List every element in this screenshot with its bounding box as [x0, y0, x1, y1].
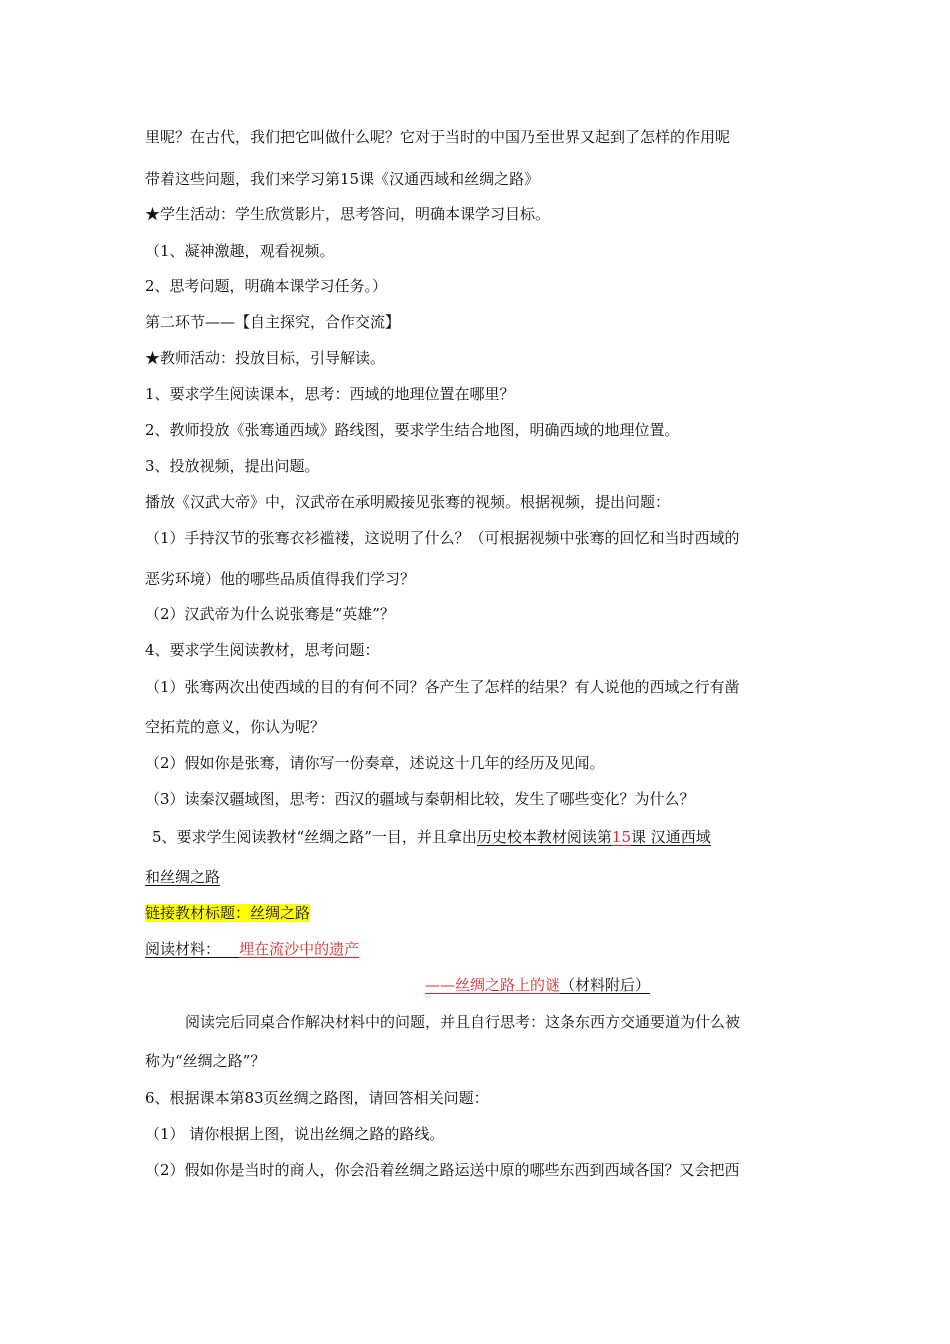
question-item: （2）假如你是当时的商人，你会沿着丝绸之路运送中原的哪些东西到西域各国？又会把西	[145, 1161, 740, 1179]
material-note: （材料附后）	[560, 976, 651, 994]
lesson-title-link-continued[interactable]: 和丝绸之路	[145, 868, 221, 886]
paragraph-line: 里呢？在古代，我们把它叫做什么呢？它对于当时的中国乃至世界又起到了怎样的作用呢	[145, 128, 731, 146]
paragraph-line: 阅读完后同桌合作解决材料中的问题，并且自行思考：这条东西方交通要道为什么被	[185, 1013, 741, 1031]
reading-material-subtitle-link[interactable]: ——丝绸之路上的谜	[425, 976, 561, 994]
reading-material-label: 阅读材料：	[145, 940, 221, 958]
paragraph-line: 空拓荒的意义，你认为呢？	[145, 718, 326, 736]
highlighted-link-title[interactable]: 链接教材标题：丝绸之路	[145, 904, 311, 922]
school-textbook-link[interactable]: 历史校本教材阅读第	[476, 828, 612, 846]
reading-material-line	[145, 938, 810, 960]
list-item: 2、思考问题，明确本课学习任务。）	[145, 277, 388, 295]
question-item: （2）假如你是张骞，请你写一份奏章，述说这十几年的经历及见闻。	[145, 754, 605, 772]
question-item: （3）读秦汉疆域图，思考：西汉的疆域与秦朝相比较，发生了哪些变化？为什么？	[145, 790, 695, 808]
lesson-number-link[interactable]: 15	[611, 828, 631, 846]
list-item: 1、要求学生阅读课本，思考：西域的地理位置在哪里？	[145, 385, 515, 403]
lesson-title-link[interactable]: 课 汉通西域	[631, 828, 711, 846]
list-item: 2、教师投放《张骞通西域》路线图，要求学生结合地图，明确西域的地理位置。	[145, 421, 680, 439]
paragraph-line	[145, 902, 810, 924]
list-item: 3、投放视频，提出问题。	[145, 457, 320, 475]
section-heading: 第二环节——【自主探究，合作交流】	[145, 313, 401, 331]
question-item: （1） 请你根据上图，说出丝绸之路的路线。	[145, 1125, 445, 1143]
reading-material-subtitle	[425, 974, 810, 996]
paragraph-line: 称为“丝绸之路”？	[145, 1052, 266, 1070]
list-item: 4、要求学生阅读教材，思考问题：	[145, 641, 380, 659]
paragraph-line	[145, 866, 810, 888]
student-activity-heading: ★学生活动：学生欣赏影片，思考答问，明确本课学习目标。	[145, 205, 551, 223]
reading-material-title-link[interactable]: 埋在流沙中的遗产	[239, 940, 360, 958]
list-item	[152, 826, 810, 848]
list-item: （1、凝神激趣，观看视频。	[145, 242, 335, 260]
question-item: （2）汉武帝为什么说张骞是“英雄”？	[145, 605, 395, 623]
teacher-activity-heading: ★教师活动：投放目标，引导解读。	[145, 349, 386, 367]
paragraph-line: 播放《汉武大帝》中，汉武帝在承明殿接见张骞的视频。根据视频，提出问题：	[145, 493, 671, 511]
question-item: （1）手持汉节的张骞衣衫褴褛，这说明了什么？（可根据视频中张骞的回忆和当时西域的	[145, 529, 740, 547]
list-item-text: 5、要求学生阅读教材“丝绸之路”一目，并且拿出	[152, 828, 477, 846]
question-item: （1）张骞两次出使西域的目的有何不同？各产生了怎样的结果？有人说他的西域之行有凿	[145, 678, 740, 696]
paragraph-line: 恶劣环境）他的哪些品质值得我们学习？	[145, 570, 416, 588]
paragraph-line: 带着这些问题，我们来学习第15课《汉通西域和丝绸之路》	[145, 170, 540, 188]
list-item: 6、根据课本第83页丝绸之路图，请回答相关问题：	[145, 1089, 489, 1107]
